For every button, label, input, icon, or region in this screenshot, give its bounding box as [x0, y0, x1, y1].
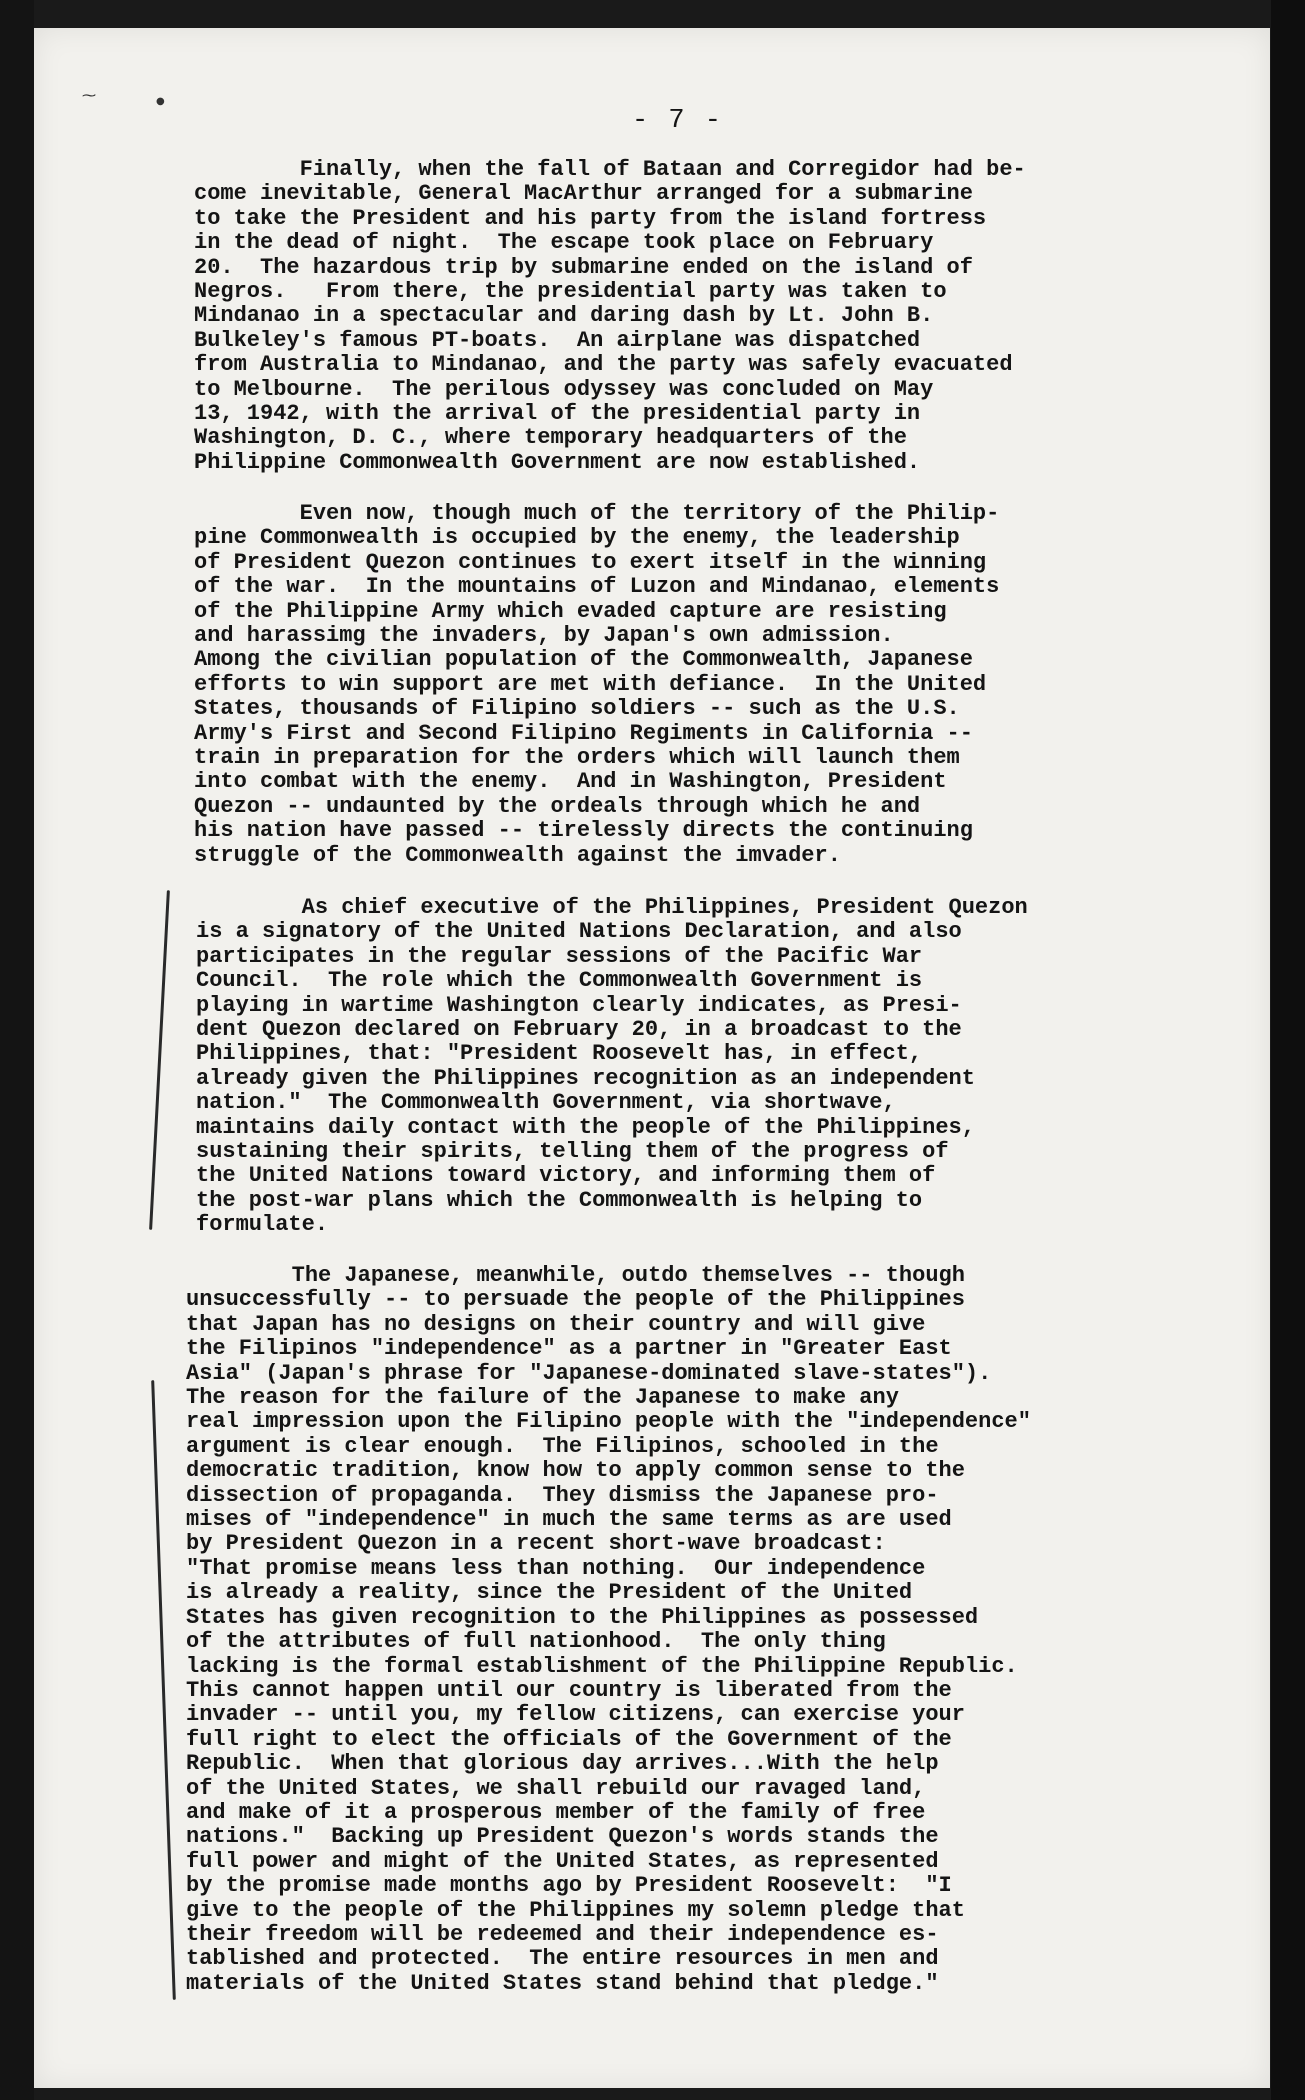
paragraph-escape-from-corregidor: Finally, when the fall of Bataan and Corregidor had be- come inevitable, General MacArthur arranged for a submarine to take the President and his party from the island fortress in the dead of night. The escape took place on February 20. The hazardous trip by submarine ended on the island of Negros. From there, the presidential party was taken to Mindanao in a spectacular and daring dash by Lt. John B. Bulkeley's famous PT-boats. An airplane was dispatched from Australia to Mindanao, and the party was safely evacuated to Melbourne. The perilous odyssey was concluded on May 13, 1942, with the arrival of the presidential party in Washington, D. C., where temporary headquarters of the Philippine Commonwealth Government are now established. [194, 157, 1026, 475]
scan-border-left [0, 0, 34, 2100]
paragraph-chief-executive: As chief executive of the Philippines, President Quezon is a signatory of the United Nations Declaration, and also participates in the regular sessions of the Pacific War Council. The role which the Commonwealth Government is playing in wartime Washington clearly indicates, as Presi- dent Quezon declared on February 20, in a broadcast to the Philippines, that: "President Roosevelt has, in effect, already given the Philippines recognition as an independent nation." The Commonwealth Government, via shortwave, maintains daily contact with the people of the Philippines, sustaining their spirits, telling them of the progress of the United Nations toward victory, and informing them of the post-war plans which the Commonwealth is helping to formulate. [196, 895, 1028, 1238]
scan-border-right [1271, 0, 1305, 2100]
ink-smudge-mark: ⁓ [82, 88, 96, 104]
paragraph-japanese-propaganda: The Japanese, meanwhile, outdo themselves -- though unsuccessfully -- to persuade the people of the Philippines that Japan has no designs on their country and will give the Filipinos "independence" as a partner in "Greater East Asia" (Japan's phrase for "Japanese-dominated slave-states"). The reason for the failure of the Japanese to make any real impression upon the Filipino people with the "independence" argument is clear enough. The Filipinos, schooled in the democratic tradition, know how to apply common sense to the dissection of propaganda. They dismiss the Japanese pro- mises of "independence" in much the same terms as are used by President Quezon in a recent short-wave broadcast: "That promise means less than nothing. Our independence is already a reality, since the President of the United States has given recognition to the Philippines as possessed of the attributes of full nationhood. The only thing lacking is the formal establishment of the Philippine Republic. This cannot happen until our country is liberated from the invader -- until you, my fellow citizens, can exercise your full right to elect the officials of the Government of the Republic. When that glorious day arrives...With the help of the United States, we shall rebuild our ravaged land, and make of it a prosperous member of the family of free nations." Backing up President Quezon's words stands the full power and might of the United States, as represented by the promise made months ago by President Roosevelt: "I give to the people of the Philippines my solemn pledge that their freedom will be redeemed and their independence es- tablished and protected. The entire resources in men and materials of the United States stand behind that pledge." [186, 1263, 1031, 1996]
page-number: - 7 - [632, 106, 724, 136]
paragraph-leadership-continues: Even now, though much of the territory of the Philip- pine Commonwealth is occupied by the enemy, the leadership of President Quezon continues to exert itself in the winning of the war. In the mountains of Luzon and Mindanao, elements of the Philippine Army which evaded capture are resisting and harassimg the invaders, by Japan's own admission. Among the civilian population of the Commonwealth, Japanese efforts to win support are met with defiance. In the United States, thousands of Filipino soldiers -- such as the U.S. Army's First and Second Filipino Regiments in California -- train in preparation for the orders which will launch them into combat with the enemy. And in Washington, President Quezon -- undaunted by the ordeals through which he and his nation have passed -- tirelessly directs the continuing struggle of the Commonwealth against the imvader. [194, 501, 1000, 868]
ink-dot-mark: ● [156, 96, 165, 107]
